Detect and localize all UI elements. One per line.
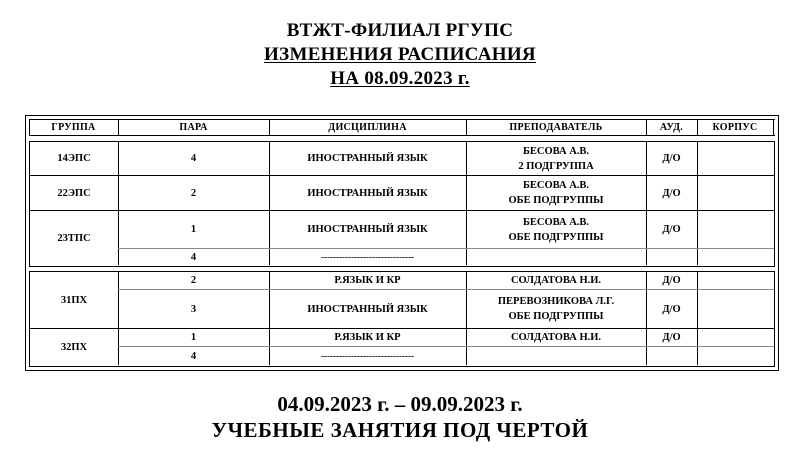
table-cell-korpus — [697, 347, 775, 365]
table-cell-group: 14ЭПС — [57, 153, 91, 164]
table-cell-discipline: ------------------------------- — [321, 350, 414, 361]
org-title: ВТЖТ-ФИЛИАЛ РГУПС — [286, 20, 514, 41]
table-cell-teacher: СОЛДАТОВА Н.И. — [510, 332, 602, 343]
table-cell-para: 4 — [190, 251, 197, 263]
table-cell-discipline: Р.ЯЗЫК И КР — [334, 332, 401, 343]
table-cell-para: 2 — [190, 275, 197, 286]
table-cell-discipline: ИНОСТРАННЫЙ ЯЗЫК — [307, 153, 428, 164]
col-header-group: ГРУППА — [51, 121, 96, 133]
teacher-subgroup: 2 ПОДГРУППА — [518, 160, 594, 172]
table-cell-teacher: СОЛДАТОВА Н.И. — [510, 275, 602, 286]
table-cell-aud — [646, 249, 697, 265]
table-cell-para: 1 — [190, 332, 197, 343]
teacher-name: БЕСОВА А.В. — [522, 145, 590, 157]
table-cell-korpus — [697, 211, 775, 248]
col-header-korpus: КОРПУС — [712, 121, 758, 133]
table-cell-para: 1 — [190, 224, 197, 235]
col-header-teacher: ПРЕПОДАВАТЕЛЬ — [509, 121, 603, 133]
table-cell-discipline: ИНОСТРАННЫЙ ЯЗЫК — [307, 187, 428, 199]
table-cell-aud: Д/О — [662, 153, 681, 164]
teacher-name: ПЕРЕВОЗНИКОВА Л.Г. — [497, 296, 615, 307]
table-cell-korpus — [697, 176, 775, 210]
table-cell-aud: Д/О — [662, 224, 681, 235]
table-cell-para: 3 — [190, 303, 197, 315]
table-cell-teacher — [466, 290, 646, 328]
table-cell-teacher — [466, 142, 646, 175]
teacher-subgroup: ОБЕ ПОДГРУППЫ — [508, 195, 604, 206]
table-cell-discipline: ------------------------------- — [321, 251, 414, 262]
header-bottom-line — [29, 135, 775, 136]
group-block-2 — [29, 271, 775, 367]
table-cell-aud: Д/О — [662, 332, 681, 343]
table-cell-teacher — [466, 176, 646, 210]
table-cell-korpus — [697, 249, 775, 265]
table-cell-korpus — [697, 290, 775, 328]
col-header-para: ПАРА — [179, 121, 208, 133]
table-cell-group: 32ПХ — [60, 341, 88, 353]
page-title: ИЗМЕНЕНИЯ РАСПИСАНИЯ — [264, 44, 536, 65]
period-range: 04.09.2023 г. – 09.09.2023 г. — [277, 392, 523, 416]
col-header-aud: АУД. — [659, 121, 684, 133]
teacher-name: БЕСОВА А.В. — [522, 216, 590, 228]
table-cell-group: 31ПХ — [60, 294, 88, 306]
table-cell-group: 22ЭПС — [57, 187, 91, 199]
table-cell-para: 4 — [190, 153, 197, 164]
table-cell-discipline: ИНОСТРАННЫЙ ЯЗЫК — [307, 224, 428, 235]
table-cell-discipline: Р.ЯЗЫК И КР — [334, 275, 401, 286]
teacher-subgroup: ОБЕ ПОДГРУППЫ — [508, 311, 604, 322]
table-cell-korpus — [697, 142, 775, 175]
group-block-1 — [29, 141, 775, 267]
table-cell-aud — [646, 347, 697, 365]
table-cell-teacher — [466, 249, 646, 265]
table-cell-aud: Д/О — [662, 303, 681, 315]
teacher-subgroup: ОБЕ ПОДГРУППЫ — [508, 231, 604, 243]
col-line — [773, 119, 774, 135]
table-cell-teacher — [466, 211, 646, 248]
table-cell-korpus — [697, 272, 775, 289]
footer-note: УЧЕБНЫЕ ЗАНЯТИЯ ПОД ЧЕРТОЙ — [211, 418, 589, 442]
table-cell-korpus — [697, 329, 775, 346]
table-cell-para: 2 — [190, 187, 197, 199]
table-cell-discipline: ИНОСТРАННЫЙ ЯЗЫК — [307, 303, 428, 315]
table-cell-teacher — [466, 347, 646, 365]
schedule-table — [25, 115, 779, 371]
schedule-date: НА 08.09.2023 г. — [330, 68, 470, 89]
table-cell-aud: Д/О — [662, 187, 681, 199]
teacher-name: БЕСОВА А.В. — [522, 180, 590, 191]
col-header-discipline: ДИСЦИПЛИНА — [328, 121, 407, 133]
table-cell-group: 23ТПС — [57, 232, 91, 244]
table-cell-aud: Д/О — [662, 275, 681, 286]
table-cell-para: 4 — [190, 350, 197, 362]
